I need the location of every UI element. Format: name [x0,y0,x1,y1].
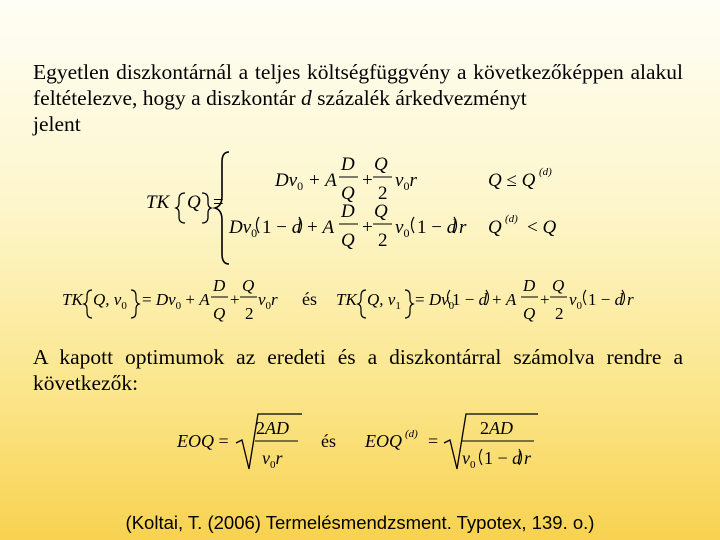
svg-text:EOQ: EOQ [365,431,402,451]
svg-text:Q: Q [341,230,355,251]
svg-text:Q ≤ Q: Q ≤ Q [488,170,536,191]
svg-text:v0r: $v_0r$ [395,170,417,193]
svg-text:Q: Q [213,304,226,323]
svg-text:TK: TK [146,192,170,213]
svg-text:D: D [341,201,355,222]
formula-total-cost-piecewise [146,152,556,264]
svg-text:Dv0 + A: $Dv_0 + A$ [275,170,337,193]
svg-text:Q: Q [341,183,355,204]
svg-text:1 − d: 1 − d [484,448,522,468]
svg-text:2: 2 [378,183,388,204]
svg-text:2AD: 2AD [256,418,289,438]
svg-text:D: D [523,276,536,295]
citation: (Koltai, T. (2006) Termelésmendzsment. Typotex, 139. o.) [125,512,595,533]
svg-text:= Dv0: = $Dv_0$ [415,290,455,312]
svg-text:és: és [302,289,317,309]
svg-text:v0r: $v_0r$ [262,448,283,471]
svg-text:D: D [341,154,355,175]
formula-total-cost-row [62,276,634,323]
svg-text:r: r [459,217,467,238]
svg-text:D: D [213,276,226,295]
svg-text:TK: TK [336,290,357,309]
svg-text:+: + [362,217,373,238]
svg-text:+ A: + A [492,290,517,309]
results-paragraph: A kapott optimumok az eredeti és a diszkontárral számolva rendre a következők: [33,345,683,395]
svg-text:2AD: 2AD [480,418,513,438]
svg-text:(d): (d) [539,166,552,178]
svg-text:+: + [362,170,373,191]
svg-text:v0r: $v_0r$ [258,290,278,312]
svg-text:v0: $v_0$ [462,448,476,471]
formula-eoq [176,414,538,471]
svg-text:+: + [230,290,240,309]
svg-text:+: + [540,290,550,309]
svg-text:r: r [627,290,634,309]
svg-text:és: és [321,431,336,451]
svg-text:Q: Q [187,192,201,213]
svg-text:Dv0: $Dv_0$ [229,217,258,240]
svg-text:= Dv0 + A: = $Dv_0 + A$ [142,290,210,312]
svg-text:1 − d: 1 − d [262,217,302,238]
intro-text: Egyetlen diszkontárnál a teljes költségfüggvény a következőképpen alakul feltételezve, hogy a diszkontár [33,60,683,110]
svg-text:v0: $v_0$ [395,217,410,240]
svg-text:Q: Q [552,276,565,295]
svg-text:r: r [524,448,532,468]
svg-text:=: = [428,431,439,451]
svg-text:Q: Q [374,201,388,222]
svg-text:2: 2 [555,304,564,323]
svg-text:Q: Q [523,304,536,323]
svg-text:(d): (d) [505,213,518,225]
intro-text-continued: százalék árkedvezményt [317,86,527,110]
svg-text:1 − d: 1 − d [417,217,457,238]
svg-text:=: = [213,192,224,213]
svg-text:< Q: < Q [527,217,557,238]
svg-text:Q, v1: Q, $v_1$ [367,290,401,312]
svg-text:1 − d: 1 − d [588,290,624,309]
svg-text:Q: Q [374,154,388,175]
svg-text:2: 2 [245,304,254,323]
svg-text:Q: Q [488,217,502,238]
svg-text:v0: $v_0$ [569,290,583,312]
intro-last-line: jelent [33,112,81,136]
svg-text:+ A: + A [307,217,335,238]
svg-text:Q: Q [242,276,255,295]
discount-variable: d [301,86,312,110]
svg-text:1 − d: 1 − d [452,290,488,309]
svg-text:Q, v0: Q, $v_0$ [93,290,127,312]
svg-text:EOQ =: EOQ = [177,431,229,451]
svg-text:2: 2 [378,230,388,251]
svg-text:(d): (d) [405,428,418,440]
svg-text:TK: TK [62,290,83,309]
